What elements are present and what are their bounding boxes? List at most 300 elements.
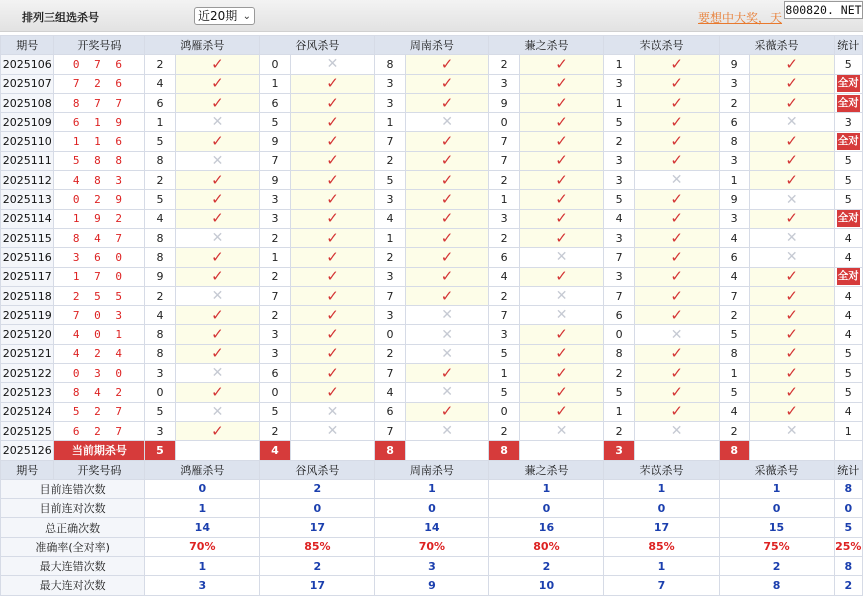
check-icon: ✓ — [555, 267, 568, 286]
result-cell — [290, 151, 375, 170]
check-icon: ✓ — [326, 363, 339, 382]
result-cell — [175, 364, 260, 383]
table-row — [1, 344, 863, 363]
kill-number: 3 — [719, 209, 749, 228]
kill-number: 3 — [260, 344, 290, 363]
kill-number: 1 — [489, 364, 519, 383]
row-stat — [834, 74, 862, 93]
table-row — [1, 364, 863, 383]
issue-number: 2025113 — [1, 190, 54, 209]
stat-value: 5 — [844, 57, 852, 71]
kill-number: 0 — [604, 325, 634, 344]
check-icon: ✓ — [326, 247, 339, 266]
check-icon: ✓ — [555, 344, 568, 363]
check-icon: ✓ — [211, 267, 224, 286]
check-icon: ✓ — [440, 132, 454, 151]
prediction-spacer — [290, 441, 375, 460]
chevron-down-icon: ⌄ — [242, 11, 251, 22]
kill-number: 2 — [145, 55, 175, 74]
check-icon: ✓ — [211, 74, 224, 93]
result-cell — [175, 248, 260, 267]
table-row — [1, 402, 863, 421]
summary-stat: 8 — [834, 557, 862, 576]
result-cell — [405, 113, 489, 132]
check-icon: ✓ — [555, 132, 568, 151]
summary-value: 8 — [719, 576, 834, 595]
cross-icon: ✕ — [441, 307, 453, 324]
result-cell — [634, 171, 719, 190]
check-icon: ✓ — [670, 209, 683, 228]
summary-value: 1 — [719, 479, 834, 498]
summary-row — [1, 537, 863, 556]
row-stat — [834, 344, 862, 363]
kill-number: 6 — [719, 113, 749, 132]
summary-stat: 2 — [834, 576, 862, 595]
summary-row — [1, 479, 863, 498]
kill-number: 8 — [145, 248, 175, 267]
check-icon: ✓ — [785, 209, 798, 228]
check-icon: ✓ — [555, 74, 568, 93]
kill-number: 5 — [489, 383, 519, 402]
stat-value: 5 — [844, 154, 852, 168]
table-row — [1, 209, 863, 228]
draw-numbers: 8 4 2 — [54, 383, 145, 402]
result-cell — [749, 248, 834, 267]
col-header-expert: 蒹之杀号 — [489, 36, 604, 55]
cross-icon: ✕ — [211, 114, 224, 131]
check-icon: ✓ — [670, 247, 683, 266]
check-icon: ✓ — [211, 382, 224, 401]
summary-value: 14 — [375, 518, 489, 537]
kill-number: 8 — [145, 344, 175, 363]
result-cell — [634, 267, 719, 286]
kill-number: 0 — [489, 113, 519, 132]
result-cell — [519, 402, 604, 421]
draw-numbers: 7 2 6 — [54, 74, 145, 93]
summary-row — [1, 557, 863, 576]
kill-number: 3 — [260, 325, 290, 344]
table-row — [1, 421, 863, 440]
kill-number: 1 — [719, 171, 749, 190]
kill-number: 8 — [375, 55, 405, 74]
kill-number: 7 — [260, 286, 290, 305]
table-row — [1, 171, 863, 190]
summary-value: 1 — [375, 479, 489, 498]
kill-number: 2 — [489, 55, 519, 74]
result-cell — [749, 113, 834, 132]
issue-number: 2025115 — [1, 228, 54, 247]
stat-value: 4 — [844, 328, 852, 342]
draw-numbers: 4 2 4 — [54, 344, 145, 363]
cross-icon: ✕ — [326, 423, 339, 440]
kill-number: 3 — [375, 306, 405, 325]
result-cell — [405, 55, 489, 74]
result-cell — [749, 228, 834, 247]
result-cell — [175, 151, 260, 170]
kill-number: 4 — [489, 267, 519, 286]
current-stat — [834, 441, 862, 460]
check-icon: ✓ — [670, 305, 683, 324]
kill-number: 5 — [145, 190, 175, 209]
check-icon: ✓ — [211, 247, 224, 266]
cross-icon: ✕ — [441, 423, 453, 440]
check-icon: ✓ — [326, 93, 339, 112]
summary-value: 1 — [604, 557, 719, 576]
summary-stat: 25% — [834, 537, 862, 556]
result-cell — [519, 151, 604, 170]
check-icon: ✓ — [785, 74, 798, 93]
result-cell — [405, 364, 489, 383]
check-icon: ✓ — [785, 286, 798, 305]
result-cell — [749, 209, 834, 228]
kill-number: 9 — [260, 171, 290, 190]
table-header — [1, 36, 863, 55]
kill-number: 7 — [260, 151, 290, 170]
summary-value: 15 — [719, 518, 834, 537]
summary-value: 7 — [604, 576, 719, 595]
check-icon: ✓ — [555, 382, 568, 401]
kill-number: 4 — [145, 306, 175, 325]
result-cell — [749, 190, 834, 209]
kill-number: 8 — [145, 151, 175, 170]
kill-number: 3 — [375, 74, 405, 93]
draw-numbers: 0 7 6 — [54, 55, 145, 74]
kill-number: 8 — [719, 132, 749, 151]
summary-value: 85% — [604, 537, 719, 556]
period-select[interactable] — [194, 7, 255, 25]
stat-value: 3 — [844, 115, 852, 129]
kill-number: 6 — [489, 248, 519, 267]
kill-number: 4 — [604, 209, 634, 228]
check-icon: ✓ — [555, 209, 568, 228]
result-cell — [634, 402, 719, 421]
issue-number: 2025117 — [1, 267, 54, 286]
row-stat — [834, 421, 862, 440]
kill-number: 2 — [260, 267, 290, 286]
table-row — [1, 306, 863, 325]
result-cell — [519, 344, 604, 363]
check-icon: ✓ — [211, 209, 224, 228]
table-row — [1, 248, 863, 267]
promo-link[interactable]: 要想中大奖，天 — [698, 11, 783, 25]
draw-numbers: 5 8 8 — [54, 151, 145, 170]
result-cell — [175, 267, 260, 286]
draw-numbers: 1 1 6 — [54, 132, 145, 151]
kill-number: 3 — [375, 267, 405, 286]
current-issue-label: 当前期杀号 — [54, 441, 145, 460]
cross-icon: ✕ — [211, 403, 224, 420]
kill-number: 5 — [604, 113, 634, 132]
row-stat — [834, 151, 862, 170]
result-cell — [175, 402, 260, 421]
col-header-expert: 周南杀号 — [375, 460, 489, 479]
result-cell — [749, 171, 834, 190]
kill-number: 2 — [719, 421, 749, 440]
summary-value: 75% — [719, 537, 834, 556]
kill-number: 4 — [719, 228, 749, 247]
kill-number: 3 — [604, 228, 634, 247]
result-cell — [175, 306, 260, 325]
result-cell — [634, 364, 719, 383]
table-row — [1, 132, 863, 151]
result-cell — [634, 228, 719, 247]
row-stat — [834, 402, 862, 421]
summary-value: 0 — [719, 499, 834, 518]
check-icon: ✓ — [440, 54, 454, 73]
col-header-expert: 采薇杀号 — [719, 460, 834, 479]
kill-number: 0 — [260, 383, 290, 402]
prediction-spacer — [749, 441, 834, 460]
stat-value: 4 — [844, 405, 852, 419]
cross-icon: ✕ — [670, 423, 683, 440]
result-cell — [519, 132, 604, 151]
all-correct-badge: 全对 — [837, 75, 860, 92]
result-cell — [175, 55, 260, 74]
summary-stat: 8 — [834, 479, 862, 498]
table-row — [1, 286, 863, 305]
issue-number: 2025108 — [1, 93, 54, 112]
row-stat — [834, 306, 862, 325]
kill-number: 9 — [719, 55, 749, 74]
kill-number: 0 — [260, 55, 290, 74]
result-cell — [519, 113, 604, 132]
draw-numbers: 1 7 0 — [54, 267, 145, 286]
result-cell — [290, 325, 375, 344]
row-stat — [834, 190, 862, 209]
check-icon: ✓ — [670, 54, 683, 73]
kill-number: 2 — [145, 286, 175, 305]
summary-row — [1, 518, 863, 537]
current-issue-row — [1, 441, 863, 460]
draw-numbers: 8 7 7 — [54, 93, 145, 112]
summary-value: 85% — [260, 537, 375, 556]
cross-icon: ✕ — [670, 172, 683, 189]
kill-number: 3 — [260, 209, 290, 228]
kill-number: 3 — [604, 151, 634, 170]
result-cell — [175, 171, 260, 190]
kill-number: 0 — [375, 325, 405, 344]
kill-number: 7 — [604, 286, 634, 305]
result-cell — [519, 190, 604, 209]
check-icon: ✓ — [670, 286, 683, 305]
check-icon: ✓ — [211, 54, 224, 73]
kill-number: 2 — [489, 228, 519, 247]
stat-value: 5 — [844, 366, 852, 380]
kill-number: 7 — [489, 151, 519, 170]
check-icon: ✓ — [555, 170, 568, 189]
cross-icon: ✕ — [785, 423, 798, 440]
kill-number: 1 — [604, 402, 634, 421]
draw-numbers: 5 2 7 — [54, 402, 145, 421]
result-cell — [519, 267, 604, 286]
kill-number: 8 — [145, 325, 175, 344]
row-stat — [834, 132, 862, 151]
result-cell — [290, 267, 375, 286]
table-row — [1, 74, 863, 93]
row-stat — [834, 248, 862, 267]
check-icon: ✓ — [326, 151, 339, 170]
result-cell — [405, 421, 489, 440]
col-header-draw: 开奖号码 — [54, 36, 145, 55]
kill-number: 6 — [260, 364, 290, 383]
result-cell — [749, 55, 834, 74]
summary-label: 最大连错次数 — [1, 557, 145, 576]
check-icon: ✓ — [440, 247, 454, 266]
check-icon: ✓ — [670, 402, 683, 421]
stat-value: 5 — [844, 173, 852, 187]
col-header-draw: 开奖号码 — [54, 460, 145, 479]
issue-number: 2025116 — [1, 248, 54, 267]
check-icon: ✓ — [670, 344, 683, 363]
check-icon: ✓ — [440, 228, 454, 247]
summary-value: 0 — [375, 499, 489, 518]
result-cell — [749, 306, 834, 325]
summary-label: 目前连对次数 — [1, 499, 145, 518]
kill-number: 3 — [375, 93, 405, 112]
summary-label: 最大连对次数 — [1, 576, 145, 595]
kill-number: 9 — [719, 190, 749, 209]
check-icon: ✓ — [785, 151, 798, 170]
check-icon: ✓ — [440, 363, 454, 382]
cross-icon: ✕ — [785, 230, 798, 247]
result-cell — [290, 228, 375, 247]
check-icon: ✓ — [326, 112, 339, 131]
kill-number: 4 — [375, 209, 405, 228]
row-stat — [834, 209, 862, 228]
draw-numbers: 6 1 9 — [54, 113, 145, 132]
col-header-expert: 周南杀号 — [375, 36, 489, 55]
issue-number: 2025107 — [1, 74, 54, 93]
result-cell — [175, 325, 260, 344]
check-icon: ✓ — [326, 132, 339, 151]
kill-number: 1 — [375, 113, 405, 132]
issue-number: 2025122 — [1, 364, 54, 383]
cross-icon: ✕ — [441, 345, 453, 362]
kill-number: 1 — [260, 248, 290, 267]
check-icon: ✓ — [440, 74, 454, 93]
kill-number: 1 — [604, 55, 634, 74]
cross-icon: ✕ — [441, 384, 453, 401]
kill-number: 4 — [145, 209, 175, 228]
row-stat — [834, 286, 862, 305]
result-cell — [634, 93, 719, 112]
kill-number: 3 — [375, 190, 405, 209]
result-cell — [519, 171, 604, 190]
result-cell — [290, 190, 375, 209]
issue-number: 2025123 — [1, 383, 54, 402]
site-watermark: 800820. NET — [785, 3, 862, 17]
issue-number: 2025118 — [1, 286, 54, 305]
kill-number: 1 — [489, 190, 519, 209]
kill-number: 6 — [260, 93, 290, 112]
check-icon: ✓ — [555, 402, 568, 421]
check-icon: ✓ — [440, 170, 454, 189]
check-icon: ✓ — [555, 151, 568, 170]
table-row — [1, 113, 863, 132]
result-cell — [634, 306, 719, 325]
summary-stat: 0 — [834, 499, 862, 518]
predicted-kill-number: 5 — [145, 441, 175, 460]
table-row — [1, 383, 863, 402]
kill-number-table — [0, 35, 863, 596]
kill-number: 5 — [719, 325, 749, 344]
row-stat — [834, 171, 862, 190]
row-stat — [834, 93, 862, 112]
check-icon: ✓ — [211, 421, 224, 440]
col-header-issue: 期号 — [1, 460, 54, 479]
check-icon: ✓ — [785, 402, 798, 421]
summary-value: 3 — [375, 557, 489, 576]
result-cell — [634, 248, 719, 267]
summary-value: 16 — [489, 518, 604, 537]
result-cell — [175, 113, 260, 132]
draw-numbers: 3 6 0 — [54, 248, 145, 267]
result-cell — [290, 306, 375, 325]
summary-label: 目前连错次数 — [1, 479, 145, 498]
kill-number: 8 — [604, 344, 634, 363]
summary-value: 17 — [260, 518, 375, 537]
predicted-kill-number: 8 — [719, 441, 749, 460]
kill-number: 7 — [489, 132, 519, 151]
result-cell — [405, 171, 489, 190]
result-cell — [634, 132, 719, 151]
col-header-expert: 蒹之杀号 — [489, 460, 604, 479]
result-cell — [405, 383, 489, 402]
check-icon: ✓ — [326, 286, 339, 305]
result-cell — [749, 344, 834, 363]
check-icon: ✓ — [670, 93, 683, 112]
result-cell — [290, 55, 375, 74]
kill-number: 5 — [604, 383, 634, 402]
kill-number: 1 — [145, 113, 175, 132]
check-icon: ✓ — [785, 132, 798, 151]
all-correct-badge: 全对 — [837, 95, 860, 112]
result-cell — [519, 325, 604, 344]
result-cell — [749, 325, 834, 344]
cross-icon: ✕ — [441, 114, 453, 131]
kill-number: 6 — [719, 248, 749, 267]
kill-number: 2 — [604, 132, 634, 151]
check-icon: ✓ — [211, 170, 224, 189]
kill-number: 4 — [719, 402, 749, 421]
kill-number: 2 — [604, 421, 634, 440]
kill-number: 2 — [604, 364, 634, 383]
result-cell — [405, 402, 489, 421]
col-header-expert: 鸿雁杀号 — [145, 36, 260, 55]
kill-number: 8 — [719, 344, 749, 363]
cross-icon: ✕ — [211, 230, 224, 247]
check-icon: ✓ — [555, 363, 568, 382]
result-cell — [405, 74, 489, 93]
table-row — [1, 55, 863, 74]
check-icon: ✓ — [440, 286, 454, 305]
row-stat — [834, 364, 862, 383]
row-stat — [834, 267, 862, 286]
result-cell — [405, 325, 489, 344]
summary-value: 17 — [604, 518, 719, 537]
table-row — [1, 325, 863, 344]
result-cell — [290, 74, 375, 93]
check-icon: ✓ — [670, 112, 683, 131]
result-cell — [519, 209, 604, 228]
check-icon: ✓ — [670, 382, 683, 401]
result-cell — [290, 93, 375, 112]
kill-number: 2 — [375, 151, 405, 170]
check-icon: ✓ — [211, 344, 224, 363]
current-issue-number: 2025126 — [1, 441, 54, 460]
result-cell — [175, 209, 260, 228]
kill-number: 7 — [375, 364, 405, 383]
